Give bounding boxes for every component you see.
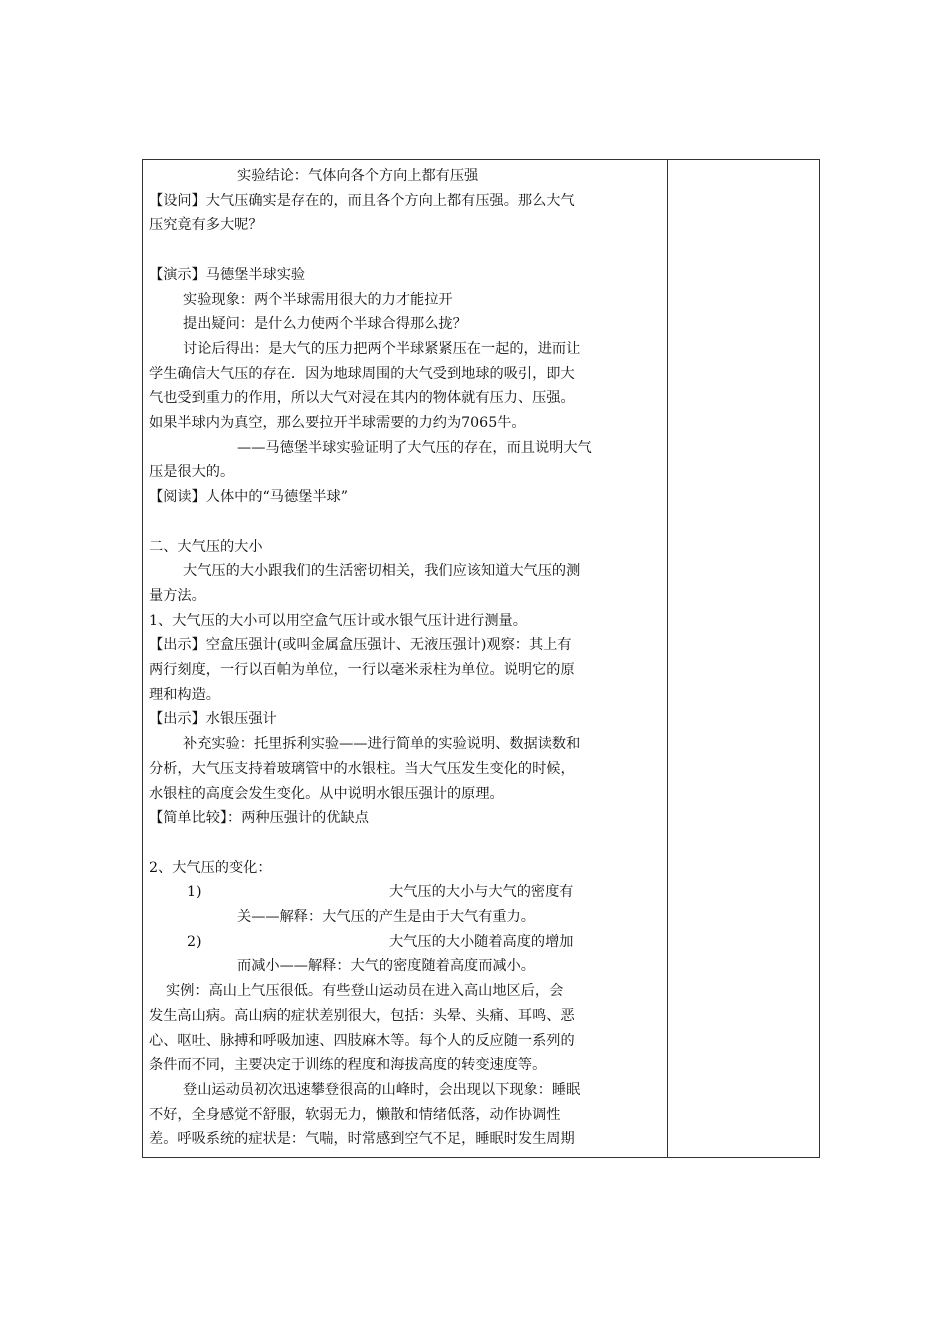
text-line: 如果半球内为真空，那么要拉开半球需要的力约为7065牛。 [149,415,526,432]
text-line: 1、大气压的大小可以用空盒气压计或水银气压计进行测量。 [149,612,527,629]
text-line: 条件而不同，主要决定于训练的程度和海拔高度的转变速度等。 [149,1057,547,1074]
text-line: 两行刻度，一行以百帕为单位，一行以毫米汞柱为单位。说明它的原 [149,662,575,679]
section-heading: 二、大气压的大小 [149,538,263,555]
text-line: 理和构造。 [149,686,220,703]
item-text: 大气压的大小随着高度的增加 [389,933,574,950]
text-line: 大气压的大小跟我们的生活密切相关，我们应该知道大气压的测 [183,563,581,580]
text-line: 关——解释：大气压的产生是由于大气有重力。 [237,909,535,926]
blank-line [149,238,661,263]
text-line: 登山运动员初次迅速攀登很高的山峰时，会出现以下现象：睡眠 [183,1081,581,1098]
text-line: 实验结论：气体向各个方向上都有压强 [237,168,479,184]
text-line: 而减小——解释：大气的密度随着高度而减小。 [237,958,535,975]
text-line: 学生确信大气压的存在．因为地球周围的大气受到地球的吸引，即大 [149,365,575,382]
numbered-item [149,880,661,905]
item-number: 1) [187,884,202,901]
blank-line [149,831,661,856]
text-line: 【阅读】人体中的“马德堡半球” [149,489,348,506]
text-line: 水银柱的高度会发生变化。从中说明水银压强计的原理。 [149,785,504,802]
text-line: 差。呼吸系统的症状是：气喘，时常感到空气不足，睡眠时发生周期 [149,1131,575,1148]
text-line: 实例：高山上气压很低。有些登山运动员在进入高山地区后，会 [166,983,564,1000]
item-text: 大气压的大小与大气的密度有 [389,884,574,901]
numbered-item [149,930,661,955]
text-line: 【演示】马德堡半球实验 [149,266,306,283]
text-line: 气也受到重力的作用，所以大气对浸在其内的物体就有压力、压强。 [149,390,575,407]
text-line: 量方法。 [149,587,206,604]
text-line: 【设问】大气压确实是存在的，而且各个方向上都有压强。那么大气 [149,192,575,209]
text-line: ——马德堡半球实验证明了大气压的存在，而且说明大气 [237,439,592,456]
text-line: 发生高山病。高山病的症状差别很大，包括：头晕、头痛、耳鸣、恶 [149,1007,575,1024]
text-line: 补充实验：托里拆利实验——进行简单的实验说明、数据读数和 [183,736,581,753]
text-line: 【出示】空盒压强计(或叫金属盒压强计、无液压强计)观察：其上有 [149,637,572,654]
item-number: 2) [187,933,202,950]
lesson-table [142,159,820,1158]
text-line: 心、呕吐、脉搏和呼吸加速、四肢麻木等。每个人的反应随一系列的 [149,1032,575,1049]
text-line: 实验现象：两个半球需用很大的力才能拉开 [183,291,453,308]
text-line: 压究竟有多大呢？ [149,217,263,234]
text-line: 压是很大的。 [149,464,235,481]
text-line: 分析，大气压支持着玻璃管中的水银柱。当大气压发生变化的时候， [149,760,575,777]
text-line: 【简单比较】：两种压强计的优缺点 [149,810,369,827]
lesson-content-cell [149,164,661,1152]
text-line: 讨论后得出：是大气的压力把两个半球紧紧压在一起的，进而让 [183,340,581,357]
notes-cell [668,160,820,1157]
text-line: 不好，全身感觉不舒服，软弱无力，懒散和情绪低落，动作协调性 [149,1106,561,1123]
text-line: 提出疑问：是什么力使两个半球合得那么拢？ [183,316,467,333]
blank-line [149,510,661,535]
text-line: 【出示】水银压强计 [149,711,277,728]
text-line: 2、大气压的变化： [149,859,272,876]
